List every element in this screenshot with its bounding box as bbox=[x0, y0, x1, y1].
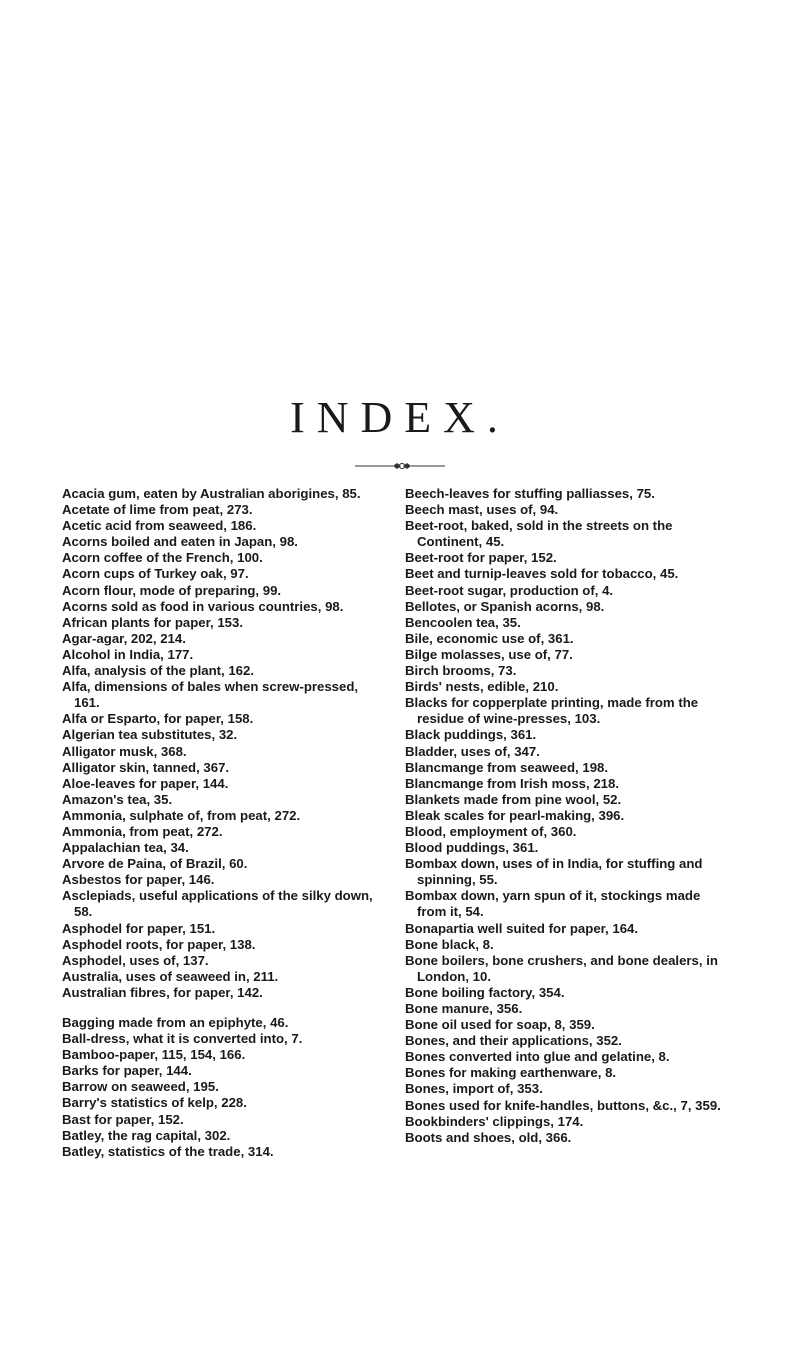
index-entry: Ammonia, from peat, 272. bbox=[62, 823, 223, 839]
index-entry: Bones used for knife-handles, buttons, &c., 7, 359. bbox=[405, 1097, 721, 1113]
index-entry: Bones for making earthenware, 8. bbox=[405, 1065, 617, 1081]
index-entry: Bone manure, 356. bbox=[405, 1001, 523, 1016]
index-entry: Batley, statistics of the trade, 314. bbox=[62, 1143, 274, 1159]
index-entry: Ball-dress, what it is converted into, 7. bbox=[62, 1031, 303, 1047]
index-entry: Blancmange from Irish moss, 218. bbox=[405, 775, 620, 791]
index-entry: Asbestos for paper, 146. bbox=[62, 872, 215, 888]
index-entry: Alligator skin, tanned, 367. bbox=[62, 759, 230, 775]
index-entry: Birds' nests, edible, 210. bbox=[405, 679, 559, 695]
index-entry: Acorns sold as food in various countries, 98. bbox=[62, 598, 344, 614]
index-entry: Bone boiling factory, 354. bbox=[405, 984, 565, 1000]
index-entry: Bleak scales for pearl-making, 396. bbox=[405, 807, 625, 823]
letter-section-gap bbox=[62, 1001, 387, 1015]
index-entry: Acacia gum, eaten by Australian aborigines, 85. bbox=[62, 486, 361, 501]
index-entry: Bones converted into glue and gelatine, 8. bbox=[405, 1049, 670, 1065]
index-entry: Bile, economic use of, 361. bbox=[405, 630, 574, 646]
index-entry: Algerian tea substitutes, 32. bbox=[62, 727, 238, 743]
index-entry: Bonapartia well suited for paper, 164. bbox=[405, 920, 639, 936]
index-entry: Appalachian tea, 34. bbox=[62, 840, 189, 856]
index-entry: Bones, import of, 353. bbox=[405, 1081, 543, 1097]
index-entry: Beet-root sugar, production of, 4. bbox=[405, 582, 614, 598]
index-entry: Acorn cups of Turkey oak, 97. bbox=[62, 566, 249, 582]
index-entry: Bamboo-paper, 115, 154, 166. bbox=[62, 1047, 246, 1063]
index-entry: Agar-agar, 202, 214. bbox=[62, 630, 186, 646]
index-entry: Bombax down, yarn spun of it, stockings made from it, 54. bbox=[405, 888, 701, 920]
index-entry: Barry's statistics of kelp, 228. bbox=[62, 1095, 247, 1111]
index-entry: Alfa, dimensions of bales when screw-pressed, 161. bbox=[62, 679, 359, 711]
index-entry: Blood puddings, 361. bbox=[405, 840, 539, 856]
index-entry: Bone boilers, bone crushers, and bone dealers, in London, 10. bbox=[405, 952, 718, 984]
index-entry: African plants for paper, 153. bbox=[62, 614, 244, 630]
index-entry: Bookbinders' clippings, 174. bbox=[405, 1113, 584, 1129]
index-entry: Alfa, analysis of the plant, 162. bbox=[62, 663, 255, 679]
index-entry: Bast for paper, 152. bbox=[62, 1111, 184, 1127]
index-entry: Blankets made from pine wool, 52. bbox=[405, 791, 622, 807]
index-entry: Acorn flour, mode of preparing, 99. bbox=[62, 582, 282, 598]
index-entry: Acorn coffee of the French, 100. bbox=[62, 550, 263, 566]
index-entry: Amazon's tea, 35. bbox=[62, 791, 173, 807]
index-entry: Barks for paper, 144. bbox=[62, 1063, 192, 1079]
page-title: INDEX. bbox=[290, 393, 510, 442]
index-column-left bbox=[62, 486, 387, 1160]
index-entry: Black puddings, 361. bbox=[405, 727, 537, 743]
index-entry: Asphodel roots, for paper, 138. bbox=[62, 936, 256, 952]
index-entry: Beech-leaves for stuffing palliasses, 75. bbox=[405, 486, 655, 501]
index-entry: Ammonia, sulphate of, from peat, 272. bbox=[62, 807, 301, 823]
index-entry: Blacks for copperplate printing, made from the residue of wine-presses, 103. bbox=[405, 695, 699, 727]
index-entry: Blood, employment of, 360. bbox=[405, 823, 577, 839]
index-entry: Arvore de Paina, of Brazil, 60. bbox=[62, 856, 248, 872]
index-entry: Bladder, uses of, 347. bbox=[405, 743, 540, 759]
title-ornament bbox=[355, 460, 445, 472]
index-entry: Beet-root, baked, sold in the streets on the Continent, 45. bbox=[405, 518, 673, 550]
index-entry: Batley, the rag capital, 302. bbox=[62, 1127, 231, 1143]
index-entry: Alcohol in India, 177. bbox=[62, 646, 194, 662]
index-entry: Beet-root for paper, 152. bbox=[405, 550, 557, 566]
index-entry: Aloe-leaves for paper, 144. bbox=[62, 775, 229, 791]
index-column-right bbox=[405, 486, 730, 1146]
index-entry: Acetic acid from seaweed, 186. bbox=[62, 518, 257, 534]
index-entry: Barrow on seaweed, 195. bbox=[62, 1079, 219, 1095]
index-entry: Asphodel, uses of, 137. bbox=[62, 952, 209, 968]
index-entry: Acorns boiled and eaten in Japan, 98. bbox=[62, 534, 298, 550]
index-entry: Bagging made from an epiphyte, 46. bbox=[62, 1015, 289, 1030]
index-entry: Bombax down, uses of in India, for stuffing and spinning, 55. bbox=[405, 856, 703, 888]
index-entry: Birch brooms, 73. bbox=[405, 663, 517, 679]
index-entry: Bilge molasses, use of, 77. bbox=[405, 646, 573, 662]
index-entry: Bone oil used for soap, 8, 359. bbox=[405, 1017, 595, 1033]
index-entry: Blancmange from seaweed, 198. bbox=[405, 759, 609, 775]
index-entry: Bone black, 8. bbox=[405, 936, 494, 952]
index-entry: Bencoolen tea, 35. bbox=[405, 614, 521, 630]
index-entry: Alfa or Esparto, for paper, 158. bbox=[62, 711, 254, 727]
index-entry: Boots and shoes, old, 366. bbox=[405, 1129, 572, 1145]
index-entry: Beech mast, uses of, 94. bbox=[405, 502, 559, 518]
index-entry: Bellotes, or Spanish acorns, 98. bbox=[405, 598, 605, 614]
index-entry: Australia, uses of seaweed in, 211. bbox=[62, 968, 279, 984]
index-entry: Asphodel for paper, 151. bbox=[62, 920, 216, 936]
index-entry: Beet and turnip-leaves sold for tobacco, 45. bbox=[405, 566, 679, 582]
index-entry: Bones, and their applications, 352. bbox=[405, 1033, 622, 1049]
index-entry: Alligator musk, 368. bbox=[62, 743, 187, 759]
index-entry: Asclepiads, useful applications of the silky down, 58. bbox=[62, 888, 373, 920]
index-entry: Australian fibres, for paper, 142. bbox=[62, 984, 263, 1000]
index-entry: Acetate of lime from peat, 273. bbox=[62, 502, 253, 518]
